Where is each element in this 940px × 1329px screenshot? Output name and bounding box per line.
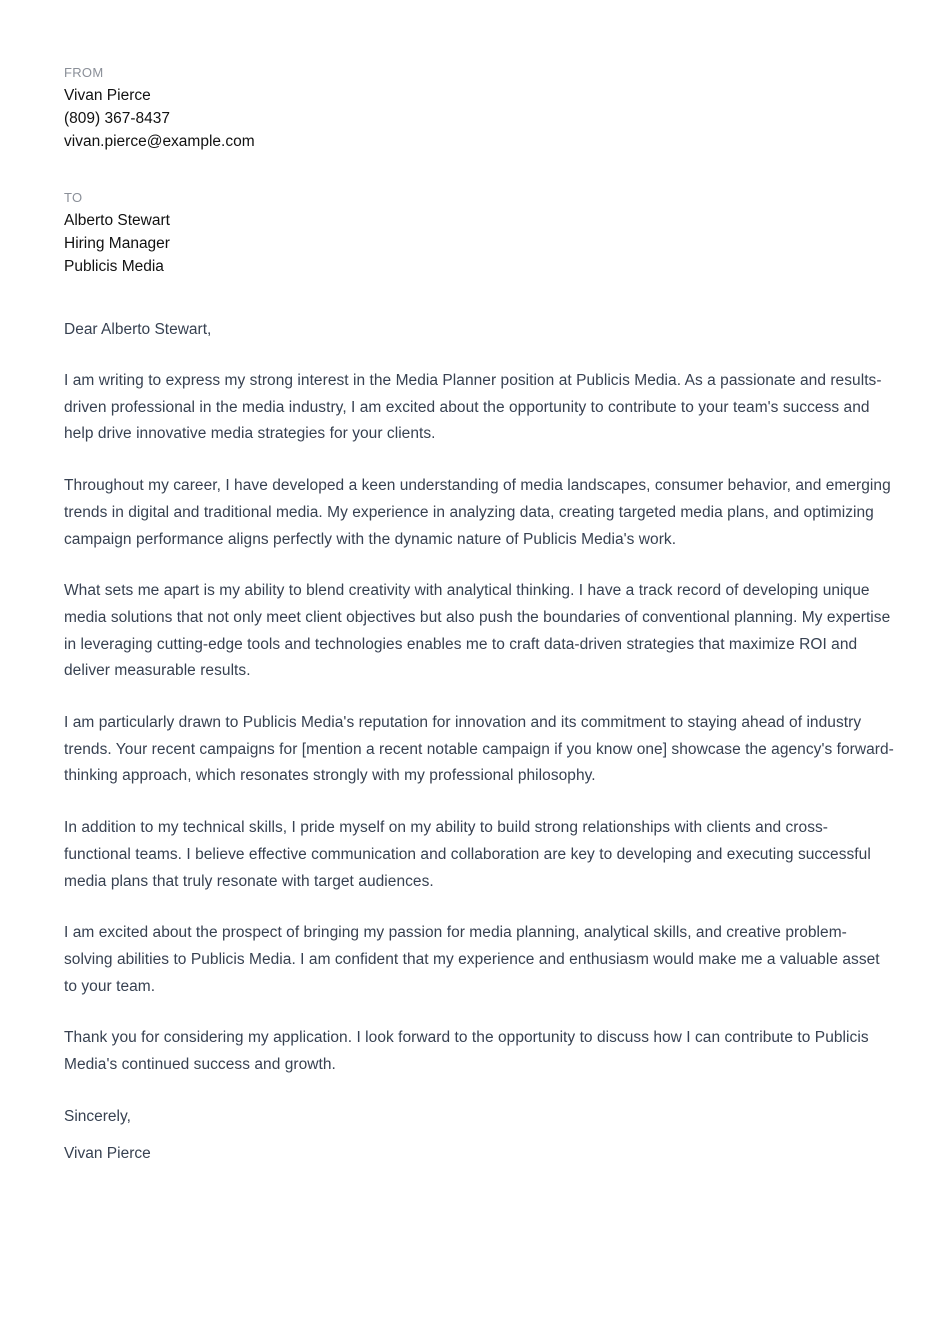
- body-paragraph: In addition to my technical skills, I pride myself on my ability to build strong relationships with clients and cross-functional teams. I believe effective communication and collaboration are key to developing and executing successful media plans that truly resonate with target audiences.: [64, 819, 871, 890]
- sender-block: [64, 64, 894, 153]
- recipient-company: Publicis Media: [64, 258, 164, 275]
- recipient-block: [64, 189, 894, 278]
- body-paragraph: Thank you for considering my application. I look forward to the opportunity to discuss how I can contribute to Publicis Media's continued success and growth.: [64, 1029, 869, 1074]
- from-label: FROM: [64, 65, 104, 80]
- signature-name: Vivan Pierce: [64, 1144, 151, 1162]
- recipient-title: Hiring Manager: [64, 235, 170, 252]
- to-label: TO: [64, 190, 83, 205]
- recipient-name: Alberto Stewart: [64, 212, 170, 229]
- sender-name: Vivan Pierce: [64, 87, 151, 104]
- sender-email: vivan.pierce@example.com: [64, 133, 255, 150]
- body-paragraph: I am writing to express my strong interest in the Media Planner position at Publicis Media. As a passionate and results-driven professional in the media industry, I am excited about the opportunity to contribute to your team's success and help drive innovative media strategies for your clients.: [64, 372, 882, 443]
- body-paragraph: I am particularly drawn to Publicis Media's reputation for innovation and its commitment to staying ahead of industry trends. Your recent campaigns for [mention a recent notable campaign if you know one] showcase the agency's forward-thinking approach, which resonates strongly with my professional philosophy.: [64, 714, 894, 785]
- sender-phone: (809) 367-8437: [64, 110, 170, 127]
- cover-letter: [64, 64, 894, 1165]
- salutation: Dear Alberto Stewart,: [64, 321, 212, 338]
- body-paragraph: Throughout my career, I have developed a keen understanding of media landscapes, consumer behavior, and emerging trends in digital and traditional media. My experience in analyzing data, creating targeted media plans, and optimizing campaign performance aligns perfectly with the dynamic nature of Publicis Media's work.: [64, 477, 891, 548]
- body-paragraph: What sets me apart is my ability to blend creativity with analytical thinking. I have a track record of developing unique media solutions that not only meet client objectives but also push the boundaries of conventional planning. My expertise in leveraging cutting-edge tools and technologies enables me to craft data-driven strategies that maximize ROI and deliver measurable results.: [64, 582, 891, 680]
- closing: Sincerely,: [64, 1107, 131, 1125]
- body-paragraph: I am excited about the prospect of bringing my passion for media planning, analytical skills, and creative problem-solving abilities to Publicis Media. I am confident that my experience and enthusiasm would make me a valuable asset to your team.: [64, 924, 880, 995]
